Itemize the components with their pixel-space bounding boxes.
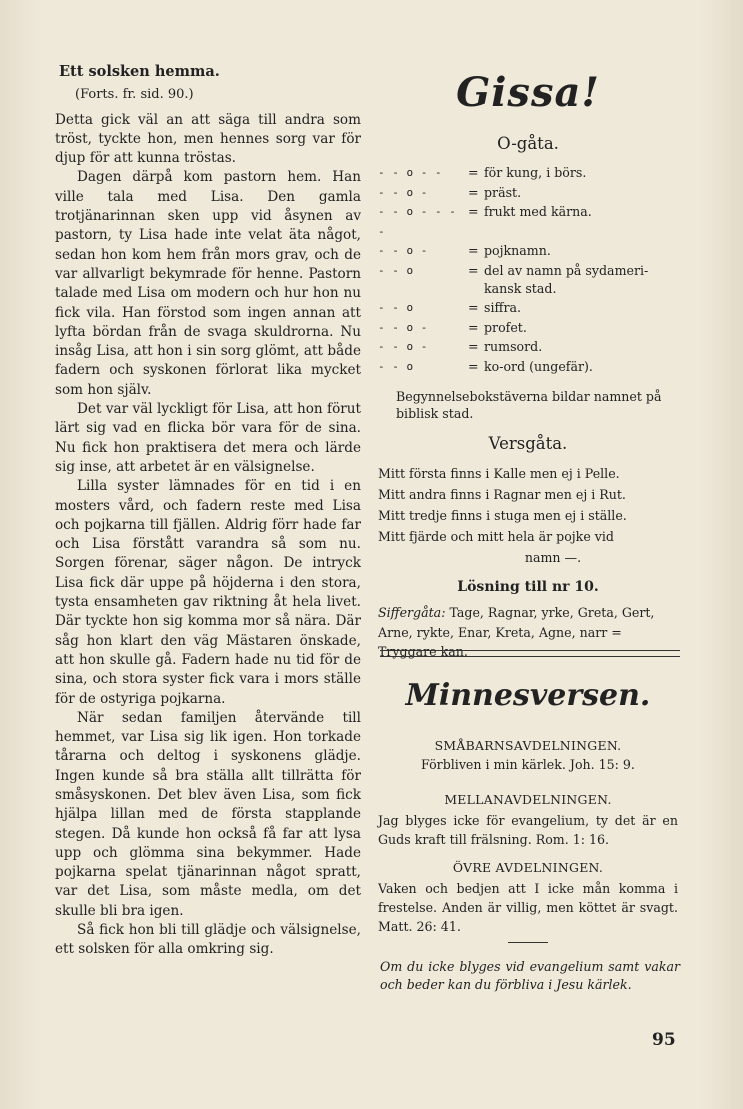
ogata-clue: siffra. (484, 300, 521, 315)
ogata-pattern: - - o - - - - (378, 205, 457, 238)
divider-rule (380, 650, 680, 651)
story-continued-note: (Forts. fr. sid. 90.) (75, 87, 194, 103)
verse-section-heading: ÖVRE AVDELNINGEN. (452, 860, 604, 875)
ogata-clue: profet. (484, 319, 527, 335)
verse-section (378, 858, 678, 936)
story-title: Ett solsken hemma. (59, 63, 220, 80)
verse-section (378, 790, 678, 849)
ogata-pattern: - - o - (378, 340, 428, 353)
story-paragraph: Detta gick väl an att säga till andra som tröst, tyckte hon, men hennes sorg var för djup för att kunna tröstas. (55, 111, 361, 167)
ogata-pattern: - - o - (378, 320, 428, 334)
verse-section-heading: SMÅBARNSAVDELNINGEN. (434, 738, 622, 753)
ogata-row: - - o = ko-ord (ungefär). (378, 357, 678, 377)
versgata-line: Mitt fjärde och mitt hela är pojke vid (378, 529, 614, 544)
versgata-line: Mitt andra finns i Ragnar men ej i Rut. (378, 487, 626, 502)
story-paragraph: Det var väl lyckligt för Lisa, att hon förut lärt sig vad en flicka bör vara för de sina. Nu fick hon praktisera det mera och lärde sig inse, att arbetet är en välsignelse. (55, 401, 361, 475)
short-divider (508, 942, 548, 943)
ogata-pattern: - - o (378, 263, 414, 277)
ogata-row: - - o - = rumsord. (378, 337, 678, 357)
ogata-row: - - o - - = för kung, i börs. (378, 163, 678, 183)
ogata-clue: frukt med kärna. (484, 204, 592, 219)
ogata-clue: präst. (484, 184, 522, 200)
divider-rule (380, 656, 680, 657)
story-paragraph: Dagen därpå kom pastorn hem. Han ville tala med Lisa. Den gamla trotjänarinnan sken upp vid åsynen av pastorn, ty Lisa hade inte velat äta något, sedan hon kom hem från mors grav, och de var allvarligt bekymrade för henne. Pastorn talade med Lisa om modern och hur hon nu fick vila. Han förstod som ingen annan att lyfta bördan från de svaga skuldrorna. Nu insåg Lisa, att hon i sin sorg glömt, att både fadern och syskonen förlorat lika mycket som hon själv. (55, 169, 361, 398)
ogata-row: - - o - = präst. (378, 183, 678, 203)
story-paragraph: Lilla syster lämnades för en tid i en mosters vård, och fadern reste med Lisa och pojkarna till fjällen. Aldrig förr hade far och Lisa förstått varandra så som nu. Sorgen förenar, säger någon. De intryck Lisa fick där uppe på höjderna i den stora, tysta ensamheten gav riktning åt hela livet. Där tyckte hon sig komma mor så nära. Där såg hon klart den väg Mästaren önskade, att hon skulle gå. Fadern hade nu tid för de sina, och stora syster fick vara i mors ställe för de ostyriga pojkarna. (55, 478, 361, 707)
ogata-note: Begynnelsebokstäverna bildar namnet på biblisk stad. (396, 389, 662, 421)
ogata-clue: för kung, i börs. (484, 165, 587, 180)
solution-label: Siffergåta: (378, 605, 446, 620)
verse-section-text: Förbliven i min kärlek. Joh. 15: 9. (421, 757, 635, 772)
verse-section-text: Jag blyges icke för evangelium, ty det är en Guds kraft till frälsning. Rom. 1: 16. (378, 813, 678, 847)
ogata-pattern: - - o (378, 301, 414, 314)
ogata-row: - - o = siffra. (378, 298, 678, 318)
story-column (55, 62, 361, 960)
verse-section-text: Vaken och bedjen att I icke mån komma i frestelse. Anden är villig, men köttet är svagt. Matt. 26: 41. (378, 881, 678, 934)
ogata-clue: del av namn på sydameri- (484, 262, 649, 278)
page-number: 95 (652, 1030, 676, 1050)
versgata-line: Mitt tredje finns i stuga men ej i ställe. (378, 508, 627, 523)
ogata-row: - - o = del av namn på sydameri- (378, 261, 678, 281)
solution-body: Tage, Ragnar, yrke, Greta, Gert, Arne, rykte, Enar, Kreta, Agne, narr = Tryggare kan. (378, 605, 655, 659)
puzzle-column (378, 62, 678, 662)
versgata-line: namn —. (524, 550, 582, 565)
ogata-clue: ko-ord (ungefär). (484, 358, 593, 374)
ogata-row: - - o - = profet. (378, 318, 678, 338)
closing-exhortation: Om du icke blyges vid evangelium samt vakar och beder kan du förbliva i Jesu kärlek. (380, 959, 680, 992)
ogata-row: - - o - = pojknamn. (378, 241, 678, 261)
gissa-title: Gissa! (456, 69, 600, 116)
ogata-pattern: - - o (378, 359, 414, 373)
solution-heading: Lösning till nr 10. (457, 579, 599, 595)
ogata-clue: pojknamn. (484, 243, 551, 258)
versgata-line: Mitt första finns i Kalle men ej i Pelle. (378, 466, 620, 481)
versgata-heading: Versgåta. (488, 434, 568, 453)
ogata-pattern: - - o - (378, 244, 428, 257)
ogata-pattern: - - o - - (378, 166, 443, 179)
ogata-clue-continued: kansk stad. (484, 281, 557, 296)
story-paragraph: Så fick hon bli till glädje och välsignelse, ett solsken för alla omkring sig. (55, 922, 361, 958)
minnesversen-title: Minnesversen. (405, 678, 651, 713)
verse-section-heading: MELLANAVDELNINGEN. (444, 792, 612, 807)
verse-section (378, 736, 678, 774)
ogata-pattern: - - o - (378, 185, 428, 199)
story-paragraph: När sedan familjen återvände till hemmet, var Lisa sig lik igen. Hon torkade tårarna och deltog i syskonens glädje. Ingen kunde så bra ställa allt tillrätta för småsyskonen. Det blev även Lisa, som fick hjälpa lillan med de första stapplande stegen. Då kunde hon också få far att lysa upp och glömma sina bekymmer. Hade pojkarna spelat tjänarinnan något spratt, var det Lisa, som måste medla, om det skulle bli bra igen. (55, 709, 361, 919)
ogata-clue: rumsord. (484, 339, 543, 354)
ogata-row: - - o - - - - = frukt med kärna. (378, 202, 678, 241)
ogata-heading: O-gåta. (497, 134, 559, 153)
solution-text (378, 603, 678, 662)
